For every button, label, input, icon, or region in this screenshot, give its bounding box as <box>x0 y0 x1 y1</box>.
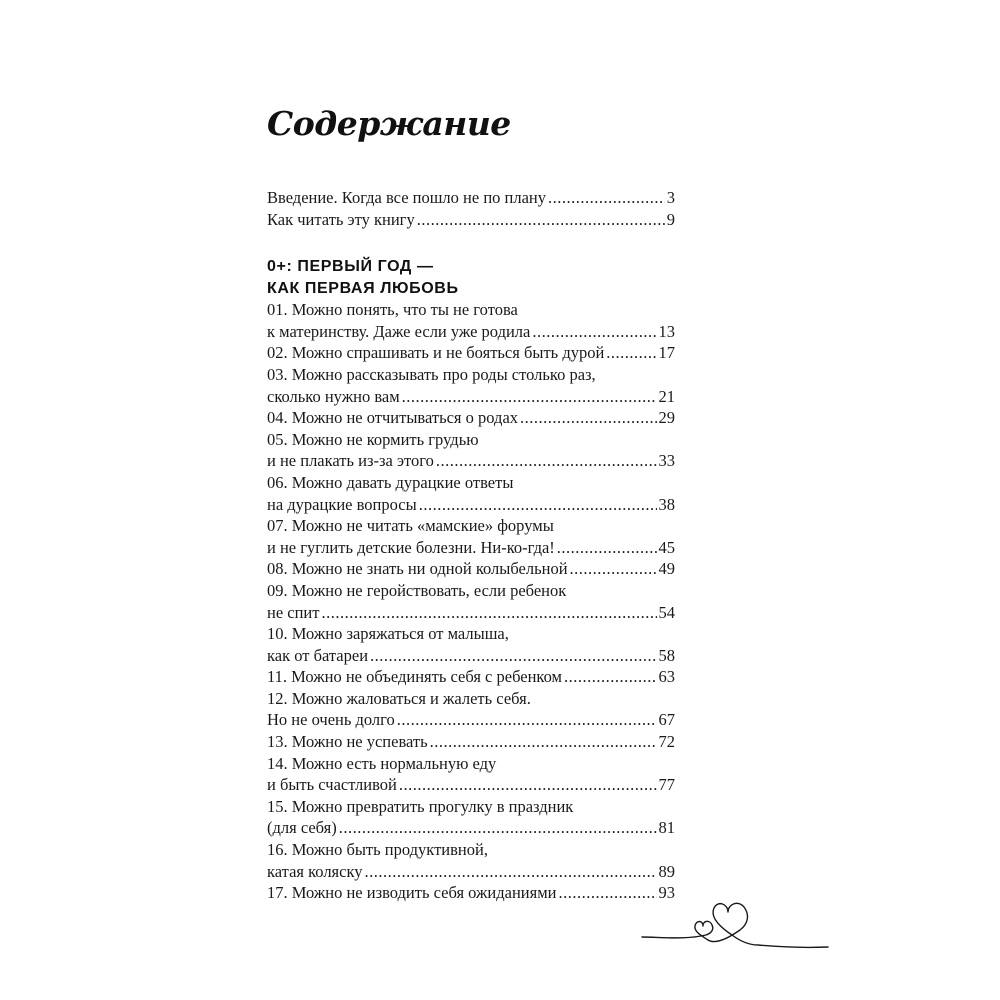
toc-entry-last-line <box>267 602 675 624</box>
dot-leader <box>321 602 656 624</box>
toc-entry-title-line: 11. Можно не объединять себя с ребенком <box>267 667 562 687</box>
toc-entry[interactable] <box>267 666 675 688</box>
toc-entry-title-line: 07. Можно не читать «мамские» форумы <box>267 516 554 536</box>
toc-page-number: 72 <box>658 732 675 752</box>
toc-entry[interactable] <box>267 796 675 839</box>
toc-entry-title-line: как от батареи <box>267 645 369 665</box>
toc-entry[interactable] <box>267 731 675 753</box>
dot-leader <box>430 731 657 753</box>
toc-entry-title-line: (для себя) <box>267 818 337 838</box>
toc-entry-title-line: 16. Можно быть продуктивной, <box>267 840 488 860</box>
toc-entry-title-line: на дурацкие вопросы <box>267 494 417 514</box>
toc-page-number: 38 <box>658 494 675 514</box>
toc-entry-title-line: 09. Можно не геройствовать, если ребенок <box>267 580 567 600</box>
toc-entry-last-line <box>267 645 675 667</box>
dot-leader <box>399 774 657 796</box>
toc-entry[interactable] <box>267 187 675 209</box>
toc-entry[interactable] <box>267 558 675 580</box>
toc-page-number: 13 <box>658 321 675 341</box>
toc-entry-last-line <box>267 731 675 753</box>
toc-entry-title-line: 08. Можно не знать ни одной колыбельной <box>267 559 568 579</box>
toc-page-number: 45 <box>658 537 675 557</box>
toc-page-number: 3 <box>666 188 675 207</box>
toc-entry[interactable] <box>267 209 675 231</box>
toc-entry-title-line: 14. Можно есть нормальную еду <box>267 753 497 773</box>
dot-leader <box>564 666 657 688</box>
toc-entry-title-line: Но не очень долго <box>267 710 395 730</box>
toc-entry[interactable] <box>267 580 675 623</box>
toc-entry-last-line <box>267 774 675 796</box>
toc-entry-title-line: Как читать эту книгу <box>267 209 415 229</box>
toc-page-number: 9 <box>666 209 675 229</box>
dot-leader <box>557 537 657 559</box>
toc-entry-title-line: и не плакать из-за этого <box>267 451 434 471</box>
dot-leader <box>520 407 656 429</box>
toc-entry-last-line <box>267 342 675 364</box>
toc-intro-list <box>267 187 675 230</box>
toc-page-number: 89 <box>658 861 675 881</box>
toc-entry[interactable] <box>267 364 675 407</box>
toc-page-number: 33 <box>658 451 675 471</box>
toc-page-number: 29 <box>658 408 675 428</box>
toc-entry-title-line: и быть счастливой <box>267 775 397 795</box>
toc-entry-title-line: Введение. Когда все пошло не по плану <box>267 188 546 207</box>
toc-page-number: 21 <box>658 386 675 406</box>
toc-entry[interactable] <box>267 299 675 342</box>
toc-entry-title-line: 12. Можно жаловаться и жалеть себя. <box>267 688 531 708</box>
toc-entry-last-line <box>267 407 675 429</box>
dot-leader <box>532 321 656 343</box>
toc-page-number: 54 <box>658 602 675 622</box>
toc-page-number: 93 <box>658 883 675 903</box>
toc-entry-title-line: 15. Можно превратить прогулку в праздник <box>267 796 574 816</box>
dot-leader <box>417 209 665 231</box>
toc-entry-title-line: не спит <box>267 602 320 622</box>
toc-entry[interactable] <box>267 407 675 429</box>
toc-entry[interactable] <box>267 623 675 666</box>
dot-leader <box>397 709 657 731</box>
toc-entry-last-line <box>267 321 675 343</box>
toc-entry-title-line: 03. Можно рассказывать про роды столько раз, <box>267 364 596 384</box>
toc-entry-title-line: катая коляску <box>267 861 363 881</box>
toc-entry-last-line <box>267 187 675 209</box>
dot-leader <box>570 558 657 580</box>
section-title-line: 0+: ПЕРВЫЙ ГОД — <box>267 258 434 275</box>
toc-section-entries <box>267 299 675 904</box>
dot-leader <box>339 817 657 839</box>
toc-entry[interactable] <box>267 839 675 882</box>
toc-entry-title-line: 05. Можно не кормить грудью <box>267 429 479 449</box>
toc-entry-title-line: 01. Можно понять, что ты не готова <box>267 300 518 320</box>
toc-page-number: 81 <box>658 818 675 838</box>
toc-entry-last-line <box>267 861 675 883</box>
toc-entry-title-line: сколько нужно вам <box>267 386 400 406</box>
toc-entry-title-line: и не гуглить детские болезни. Ни-ко-гда! <box>267 537 555 557</box>
toc-page-number: 77 <box>658 775 675 795</box>
toc-entry-title-line: 17. Можно не изводить себя ожиданиями <box>267 883 557 903</box>
toc-entry-title-line: 06. Можно давать дурацкие ответы <box>267 472 514 492</box>
dot-leader <box>419 494 657 516</box>
toc-page-number: 17 <box>658 343 675 363</box>
toc-page-number: 58 <box>658 645 675 665</box>
dot-leader <box>365 861 657 883</box>
dot-leader <box>548 187 665 209</box>
toc-entry[interactable] <box>267 753 675 796</box>
toc-entry[interactable] <box>267 429 675 472</box>
toc-entry-last-line <box>267 558 675 580</box>
dot-leader <box>436 450 657 472</box>
toc-entry-last-line <box>267 666 675 688</box>
toc-entry[interactable] <box>267 342 675 364</box>
toc-entry-title-line: 10. Можно заряжаться от малыша, <box>267 624 509 644</box>
toc-section-part1 <box>267 256 675 904</box>
toc-page-number: 63 <box>658 667 675 687</box>
dot-leader <box>402 386 657 408</box>
toc-entry-last-line <box>267 450 675 472</box>
toc-entry[interactable] <box>267 515 675 558</box>
toc-entry-last-line <box>267 817 675 839</box>
toc-entry-title-line: 04. Можно не отчитываться о родах <box>267 408 519 428</box>
toc-entry-title-line: к материнству. Даже если уже родила <box>267 321 531 341</box>
toc-page-number: 49 <box>658 559 675 579</box>
dot-leader <box>606 342 656 364</box>
dot-leader <box>370 645 656 667</box>
toc-entry-last-line <box>267 386 675 408</box>
hearts-line-icon <box>640 885 830 955</box>
toc-entry-last-line <box>267 709 675 731</box>
section-title-line: КАК ПЕРВАЯ ЛЮБОВЬ <box>267 279 459 297</box>
toc-entry-last-line <box>267 882 675 904</box>
toc-entry-title-line: 02. Можно спрашивать и не бояться быть дурой <box>267 343 605 363</box>
toc-entry-last-line <box>267 209 675 231</box>
toc-page-number: 67 <box>658 710 675 730</box>
toc-entry[interactable] <box>267 472 675 515</box>
page-title: Содержание <box>267 104 511 143</box>
toc-entry[interactable] <box>267 688 675 731</box>
toc-entry-last-line <box>267 537 675 559</box>
toc-entry[interactable] <box>267 882 675 904</box>
toc-entry-last-line <box>267 494 675 516</box>
toc-entry-title-line: 13. Можно не успевать <box>267 732 428 752</box>
